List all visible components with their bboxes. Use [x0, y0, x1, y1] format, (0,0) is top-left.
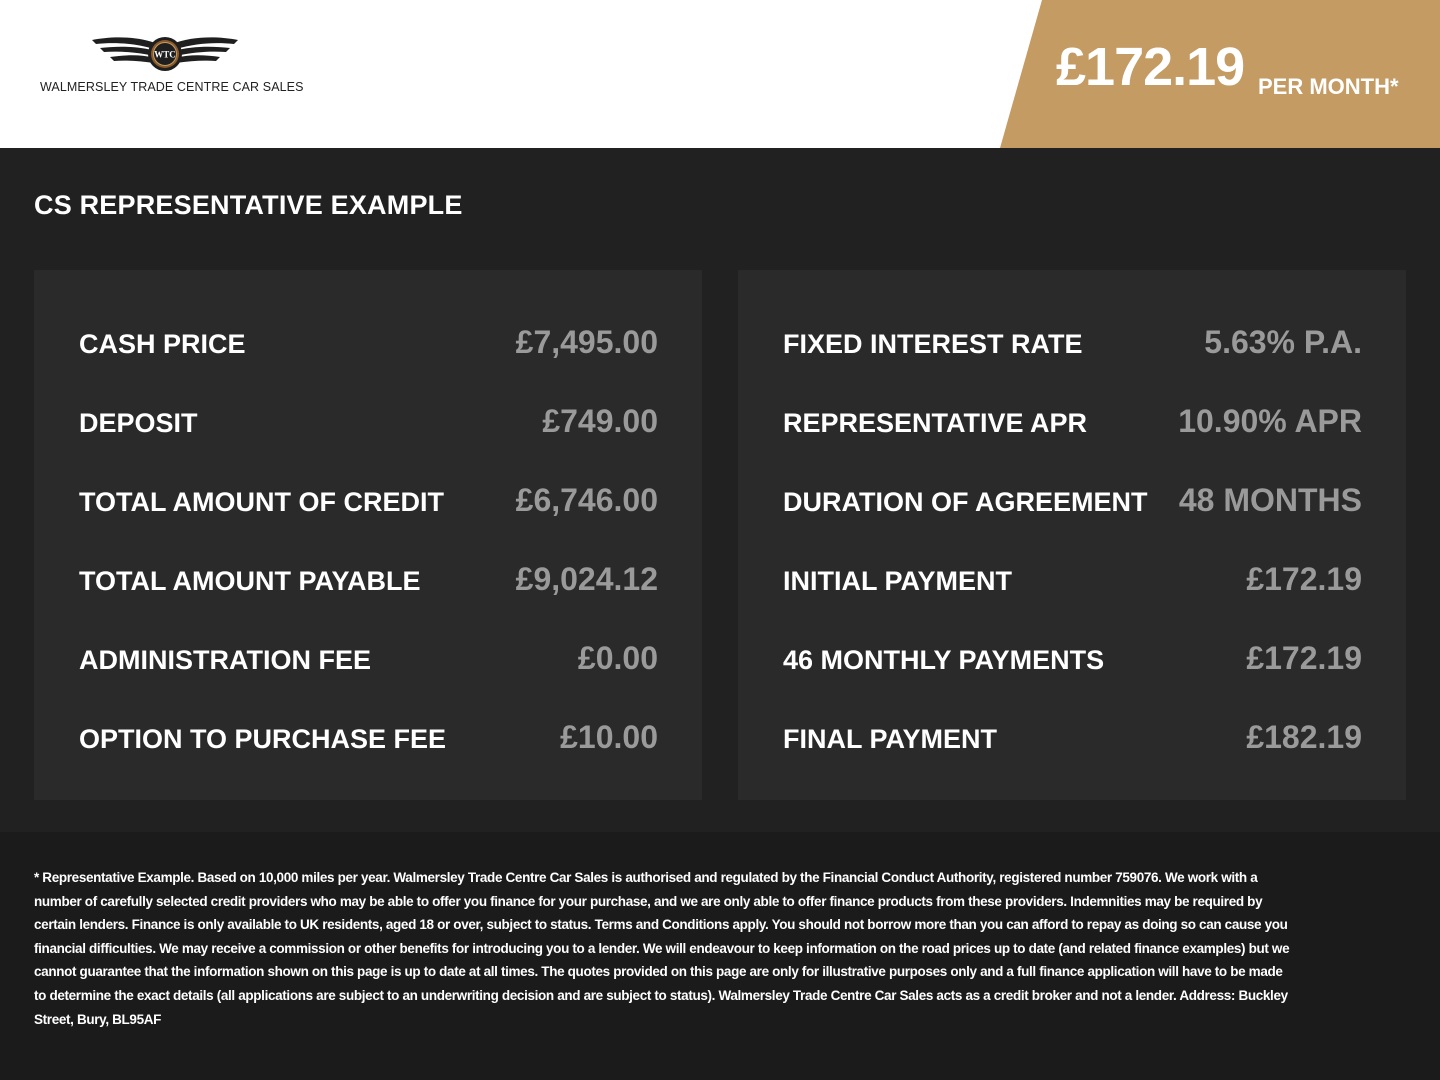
row-value: £172.19: [1246, 640, 1362, 676]
row-label: 46 MONTHLY PAYMENTS: [783, 645, 1105, 675]
row-label: TOTAL AMOUNT OF CREDIT: [79, 487, 444, 517]
row-cash-price: [79, 324, 658, 364]
section-title: CS REPRESENTATIVE EXAMPLE: [34, 190, 463, 220]
row-label: FIXED INTEREST RATE: [783, 329, 1083, 359]
monthly-price: £172.19: [1056, 37, 1245, 97]
row-value: 5.63% P.A.: [1204, 324, 1362, 360]
dealer-logo: [36, 30, 304, 100]
row-label: INITIAL PAYMENT: [783, 566, 1013, 596]
winged-badge-icon: [90, 34, 240, 78]
row-label: TOTAL AMOUNT PAYABLE: [79, 566, 421, 596]
finance-panel-left: [34, 270, 702, 800]
row-label: DEPOSIT: [79, 408, 198, 438]
disclaimer-footer: [0, 832, 1440, 1080]
row-interest-rate: [783, 324, 1362, 364]
row-value: £0.00: [577, 640, 658, 676]
row-value: 48 MONTHS: [1178, 482, 1362, 518]
row-duration: [783, 482, 1362, 522]
row-label: FINAL PAYMENT: [783, 724, 998, 754]
row-initial-payment: [783, 561, 1362, 601]
row-value: £9,024.12: [515, 561, 658, 597]
row-apr: [783, 403, 1362, 443]
per-month-label: PER MONTH*: [1258, 74, 1399, 99]
disclaimer-text: * Representative Example. Based on 10,000 miles per year. Walmersley Trade Centre Car Sales is authorised and regulated by the Financial Conduct Authority, registered number 759076. We work with a number of carefully selected credit providers who may be able to offer you finance for your purchase, and we are only able to offer finance products from these providers. Indemnities may be required by certain lenders. Finance is only available to UK residents, aged 18 or over, subject to status. Terms and Conditions apply. You should not borrow more than you can afford to repay as doing so can cause you financial difficulties. We may receive a commission or other benefits for introducing you to a lender. We will endeavour to keep information on the road prices up to date (and related finance examples) but we cannot guarantee that the information shown on this page is up to date at all times. The quotes provided on this page are only for illustrative purposes only and a full finance application will have to be made to determine the exact details (all applications are subject to an underwriting decision and are subject to status). Walmersley Trade Centre Car Sales acts as a credit broker and not a lender. Address: Buckley Street, Bury, BL95AF: [34, 870, 1290, 1027]
logo-badge-text: WTC: [154, 49, 176, 60]
row-value: £182.19: [1246, 719, 1362, 755]
monthly-price-banner: [1000, 0, 1440, 148]
row-admin-fee: [79, 640, 658, 680]
row-value: £7,495.00: [515, 324, 658, 360]
row-label: CASH PRICE: [79, 329, 246, 359]
row-monthly-payments: [783, 640, 1362, 680]
header: [0, 0, 1440, 148]
row-value: £749.00: [542, 403, 658, 439]
row-value: £6,746.00: [515, 482, 658, 518]
finance-panel-right: [738, 270, 1406, 800]
row-value: £172.19: [1246, 561, 1362, 597]
row-total-credit: [79, 482, 658, 522]
row-value: £10.00: [560, 719, 658, 755]
row-label: REPRESENTATIVE APR: [783, 408, 1088, 438]
row-label: DURATION OF AGREEMENT: [783, 487, 1148, 517]
row-final-payment: [783, 719, 1362, 759]
row-label: OPTION TO PURCHASE FEE: [79, 724, 447, 754]
row-value: 10.90% APR: [1178, 403, 1362, 439]
dealer-name: WALMERSLEY TRADE CENTRE CAR SALES: [40, 80, 304, 94]
row-label: ADMINISTRATION FEE: [79, 645, 371, 675]
row-option-fee: [79, 719, 658, 759]
row-total-payable: [79, 561, 658, 601]
row-deposit: [79, 403, 658, 443]
